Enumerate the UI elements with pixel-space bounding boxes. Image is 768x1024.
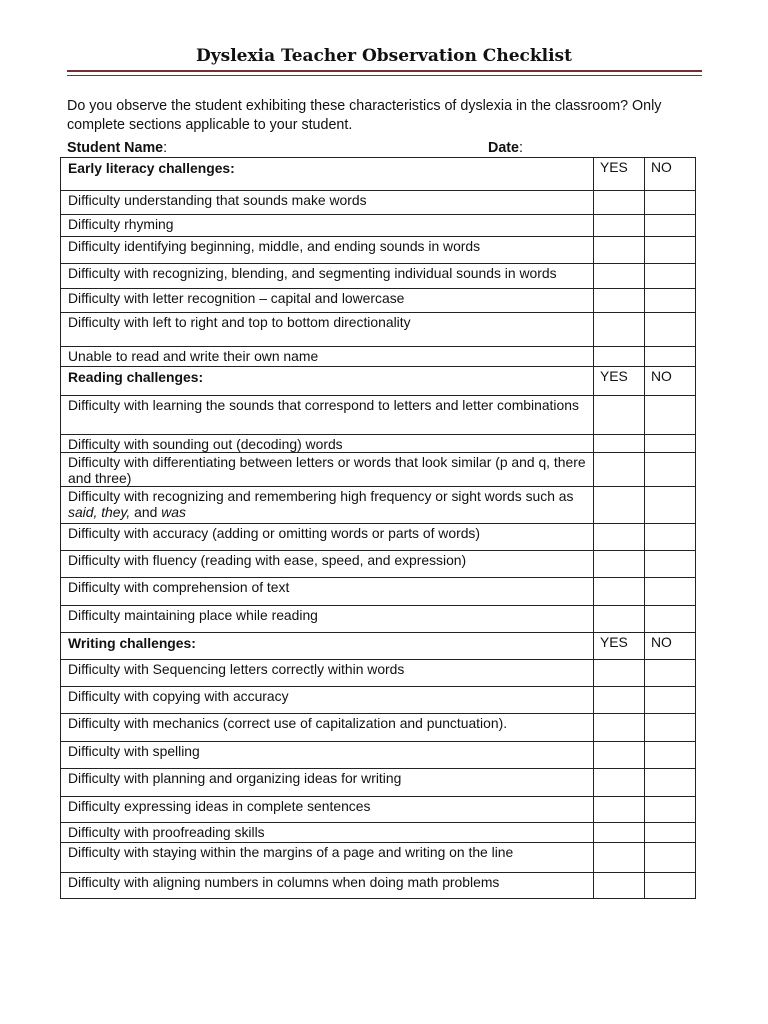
no-checkbox-cell[interactable] bbox=[645, 714, 696, 742]
section-heading: Reading challenges: bbox=[61, 367, 594, 396]
yes-checkbox-cell[interactable] bbox=[594, 843, 645, 873]
yes-checkbox-cell[interactable] bbox=[594, 396, 645, 435]
yes-checkbox-cell[interactable] bbox=[594, 823, 645, 843]
yes-column-header: YES bbox=[594, 633, 645, 660]
no-checkbox-cell[interactable] bbox=[645, 453, 696, 487]
checklist-body bbox=[61, 158, 696, 899]
checklist-item-text bbox=[61, 487, 594, 524]
checklist-row bbox=[61, 742, 696, 769]
checklist-row bbox=[61, 714, 696, 742]
checklist-item-text: Difficulty rhyming bbox=[61, 215, 594, 237]
checklist-row bbox=[61, 843, 696, 873]
checklist-item-text: Difficulty with left to right and top to bottom directionality bbox=[61, 313, 594, 347]
no-checkbox-cell[interactable] bbox=[645, 797, 696, 823]
no-checkbox-cell[interactable] bbox=[645, 606, 696, 633]
checklist-item-text: Difficulty understanding that sounds make words bbox=[61, 191, 594, 215]
yes-checkbox-cell[interactable] bbox=[594, 191, 645, 215]
no-checkbox-cell[interactable] bbox=[645, 289, 696, 313]
yes-checkbox-cell[interactable] bbox=[594, 453, 645, 487]
no-checkbox-cell[interactable] bbox=[645, 823, 696, 843]
date-field: Date: bbox=[488, 140, 523, 156]
no-checkbox-cell[interactable] bbox=[645, 435, 696, 453]
no-checkbox-cell[interactable] bbox=[645, 687, 696, 714]
checklist-item-text: Difficulty with accuracy (adding or omitting words or parts of words) bbox=[61, 524, 594, 551]
title-rule-thin bbox=[67, 75, 702, 76]
checklist-item-text: Difficulty expressing ideas in complete sentences bbox=[61, 797, 594, 823]
checklist-item-text: Difficulty with learning the sounds that correspond to letters and letter combinations bbox=[61, 396, 594, 435]
no-column-header: NO bbox=[645, 158, 696, 191]
yes-checkbox-cell[interactable] bbox=[594, 714, 645, 742]
checklist-item-text: Unable to read and write their own name bbox=[61, 347, 594, 367]
yes-checkbox-cell[interactable] bbox=[594, 769, 645, 797]
checklist-item-text: Difficulty with fluency (reading with ease, speed, and expression) bbox=[61, 551, 594, 578]
checklist-row bbox=[61, 873, 696, 899]
checklist-row bbox=[61, 264, 696, 289]
section-heading: Writing challenges: bbox=[61, 633, 594, 660]
checklist-item-text: Difficulty with sounding out (decoding) words bbox=[61, 435, 594, 453]
no-checkbox-cell[interactable] bbox=[645, 873, 696, 899]
checklist-row bbox=[61, 347, 696, 367]
checklist-row bbox=[61, 396, 696, 435]
no-checkbox-cell[interactable] bbox=[645, 660, 696, 687]
checklist-row bbox=[61, 237, 696, 264]
section-header-row bbox=[61, 633, 696, 660]
yes-checkbox-cell[interactable] bbox=[594, 524, 645, 551]
no-checkbox-cell[interactable] bbox=[645, 843, 696, 873]
no-checkbox-cell[interactable] bbox=[645, 347, 696, 367]
checklist-row bbox=[61, 435, 696, 453]
checklist-item-text: Difficulty with staying within the margins of a page and writing on the line bbox=[61, 843, 594, 873]
yes-checkbox-cell[interactable] bbox=[594, 578, 645, 606]
no-checkbox-cell[interactable] bbox=[645, 551, 696, 578]
checklist-row bbox=[61, 823, 696, 843]
checklist-item-text: Difficulty with Sequencing letters correctly within words bbox=[61, 660, 594, 687]
no-checkbox-cell[interactable] bbox=[645, 578, 696, 606]
checklist-row bbox=[61, 660, 696, 687]
item-text-part: and bbox=[130, 504, 162, 520]
checklist-row bbox=[61, 551, 696, 578]
checklist-row bbox=[61, 191, 696, 215]
checklist-item-text: Difficulty with comprehension of text bbox=[61, 578, 594, 606]
section-header-row bbox=[61, 158, 696, 191]
no-checkbox-cell[interactable] bbox=[645, 524, 696, 551]
no-column-header: NO bbox=[645, 367, 696, 396]
checklist-item-text: Difficulty maintaining place while reading bbox=[61, 606, 594, 633]
no-checkbox-cell[interactable] bbox=[645, 237, 696, 264]
student-info-line bbox=[67, 140, 587, 156]
yes-checkbox-cell[interactable] bbox=[594, 660, 645, 687]
page-title: Dyslexia Teacher Observation Checklist bbox=[196, 46, 572, 66]
yes-checkbox-cell[interactable] bbox=[594, 289, 645, 313]
checklist-item-text: Difficulty with letter recognition – capital and lowercase bbox=[61, 289, 594, 313]
section-header-row bbox=[61, 367, 696, 396]
checklist-item-text: Difficulty with recognizing, blending, and segmenting individual sounds in words bbox=[61, 264, 594, 289]
checklist-row bbox=[61, 524, 696, 551]
checklist-row bbox=[61, 453, 696, 487]
checklist-row bbox=[61, 578, 696, 606]
yes-checkbox-cell[interactable] bbox=[594, 873, 645, 899]
checklist-item-text: Difficulty with planning and organizing ideas for writing bbox=[61, 769, 594, 797]
checklist-row bbox=[61, 687, 696, 714]
no-checkbox-cell[interactable] bbox=[645, 396, 696, 435]
yes-checkbox-cell[interactable] bbox=[594, 237, 645, 264]
checklist-row bbox=[61, 313, 696, 347]
no-checkbox-cell[interactable] bbox=[645, 191, 696, 215]
yes-checkbox-cell[interactable] bbox=[594, 264, 645, 289]
yes-checkbox-cell[interactable] bbox=[594, 215, 645, 237]
checklist-row bbox=[61, 487, 696, 524]
checklist-row bbox=[61, 797, 696, 823]
item-text-part: Difficulty with recognizing and remembering high frequency or sight words such as bbox=[68, 488, 574, 504]
checklist-row bbox=[61, 769, 696, 797]
no-checkbox-cell[interactable] bbox=[645, 742, 696, 769]
checklist-row bbox=[61, 289, 696, 313]
yes-column-header: YES bbox=[594, 367, 645, 396]
no-column-header: NO bbox=[645, 633, 696, 660]
yes-checkbox-cell[interactable] bbox=[594, 797, 645, 823]
checklist-item-text: Difficulty with spelling bbox=[61, 742, 594, 769]
yes-checkbox-cell[interactable] bbox=[594, 687, 645, 714]
checklist-item-text: Difficulty identifying beginning, middle, and ending sounds in words bbox=[61, 237, 594, 264]
checklist-item-text: Difficulty with aligning numbers in columns when doing math problems bbox=[61, 873, 594, 899]
checklist-row bbox=[61, 606, 696, 633]
no-checkbox-cell[interactable] bbox=[645, 215, 696, 237]
no-checkbox-cell[interactable] bbox=[645, 487, 696, 524]
yes-checkbox-cell[interactable] bbox=[594, 347, 645, 367]
section-heading: Early literacy challenges: bbox=[61, 158, 594, 191]
emphasized-word: was bbox=[161, 504, 186, 520]
student-name-label: Student Name bbox=[67, 140, 164, 156]
student-name-colon: : bbox=[163, 140, 168, 156]
yes-checkbox-cell[interactable] bbox=[594, 313, 645, 347]
no-checkbox-cell[interactable] bbox=[645, 769, 696, 797]
intro-text: Do you observe the student exhibiting these characteristics of dyslexia in the classroom? Only complete sections applicable to your student. bbox=[67, 98, 662, 133]
no-checkbox-cell[interactable] bbox=[645, 313, 696, 347]
checklist-item-text: Difficulty with proofreading skills bbox=[61, 823, 594, 843]
checklist-item-text: Difficulty with mechanics (correct use of capitalization and punctuation). bbox=[61, 714, 594, 742]
yes-checkbox-cell[interactable] bbox=[594, 742, 645, 769]
no-checkbox-cell[interactable] bbox=[645, 264, 696, 289]
yes-checkbox-cell[interactable] bbox=[594, 435, 645, 453]
yes-checkbox-cell[interactable] bbox=[594, 606, 645, 633]
checklist-item-text: Difficulty with differentiating between letters or words that look similar (p and q, there and three) bbox=[61, 453, 594, 487]
yes-checkbox-cell[interactable] bbox=[594, 551, 645, 578]
yes-checkbox-cell[interactable] bbox=[594, 487, 645, 524]
yes-column-header: YES bbox=[594, 158, 645, 191]
date-label: Date bbox=[488, 140, 519, 156]
checklist-item-text: Difficulty with copying with accuracy bbox=[61, 687, 594, 714]
checklist-row bbox=[61, 215, 696, 237]
checklist-table bbox=[60, 157, 696, 899]
title-rule-thick bbox=[67, 70, 702, 72]
emphasized-word: said, they, bbox=[68, 504, 131, 520]
